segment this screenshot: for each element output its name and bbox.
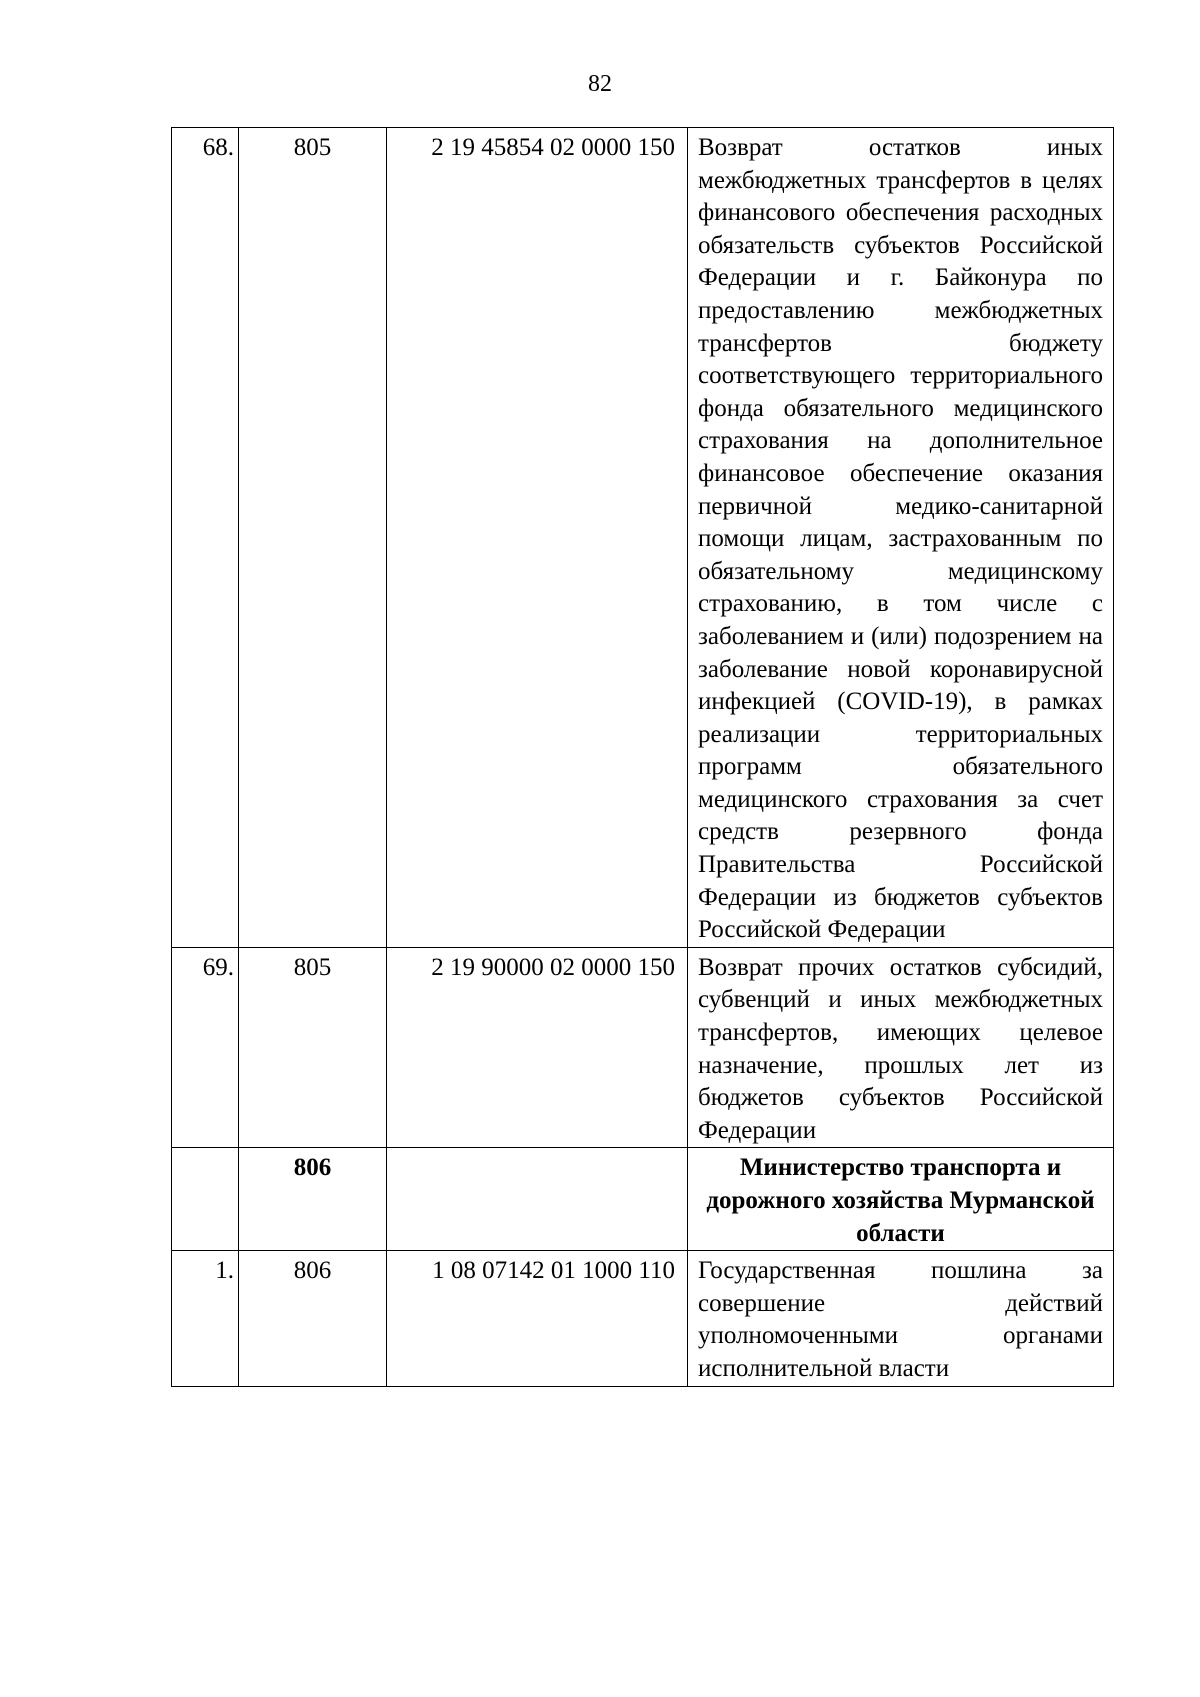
revenue-name: Государственная пошлина за совершение действий уполномоченными органами исполнительной власти (688, 1251, 1114, 1386)
administrator-code: 806 (239, 1251, 387, 1386)
row-number (172, 1148, 239, 1251)
revenue-name: Возврат остатков иных межбюджетных трансфертов в целях финансового обеспечения расходных обязательств субъектов Российской Федерации и г. Байконура по предоставлению межбюджетных трансфертов бюджету соответствующего территориального фонда обязательного медицинского страхования на дополнительное финансовое обеспечение оказания первичной медико-санитарной помощи лицам, застрахованным по обязательному медицинскому страхованию, в том числе с заболеванием и (или) подозрением на заболевание новой коронавирусной инфекцией (COVID-19), в рамках реализации территориальных программ обязательного медицинского страхования за счет средств резервного фонда Правительства Российской Федерации из бюджетов субъектов Российской Федерации (688, 128, 1114, 948)
table-row (172, 1251, 1114, 1386)
administrator-name: Министерство транспорта и дорожного хозяйства Мурманской области (688, 1148, 1114, 1251)
budget-classification-code: 1 08 07142 01 1000 110 (387, 1251, 688, 1386)
row-number: 68. (172, 128, 239, 948)
table-row (172, 128, 1114, 948)
page-number: 82 (588, 71, 612, 97)
administrator-code: 806 (239, 1148, 387, 1251)
budget-classification-code: 2 19 45854 02 0000 150 (387, 128, 688, 948)
row-number: 69. (172, 947, 239, 1148)
table-row (172, 947, 1114, 1148)
row-number: 1. (172, 1251, 239, 1386)
revenue-name: Возврат прочих остатков субсидий, субвенций и иных межбюджетных трансфертов, имеющих целевое назначение, прошлых лет из бюджетов субъектов Российской Федерации (688, 947, 1114, 1148)
budget-classification-code: 2 19 90000 02 0000 150 (387, 947, 688, 1148)
budget-classification-code (387, 1148, 688, 1251)
administrator-code: 805 (239, 947, 387, 1148)
revenue-codes-table (171, 127, 1114, 1387)
administrator-code: 805 (239, 128, 387, 948)
section-header-row (172, 1148, 1114, 1251)
